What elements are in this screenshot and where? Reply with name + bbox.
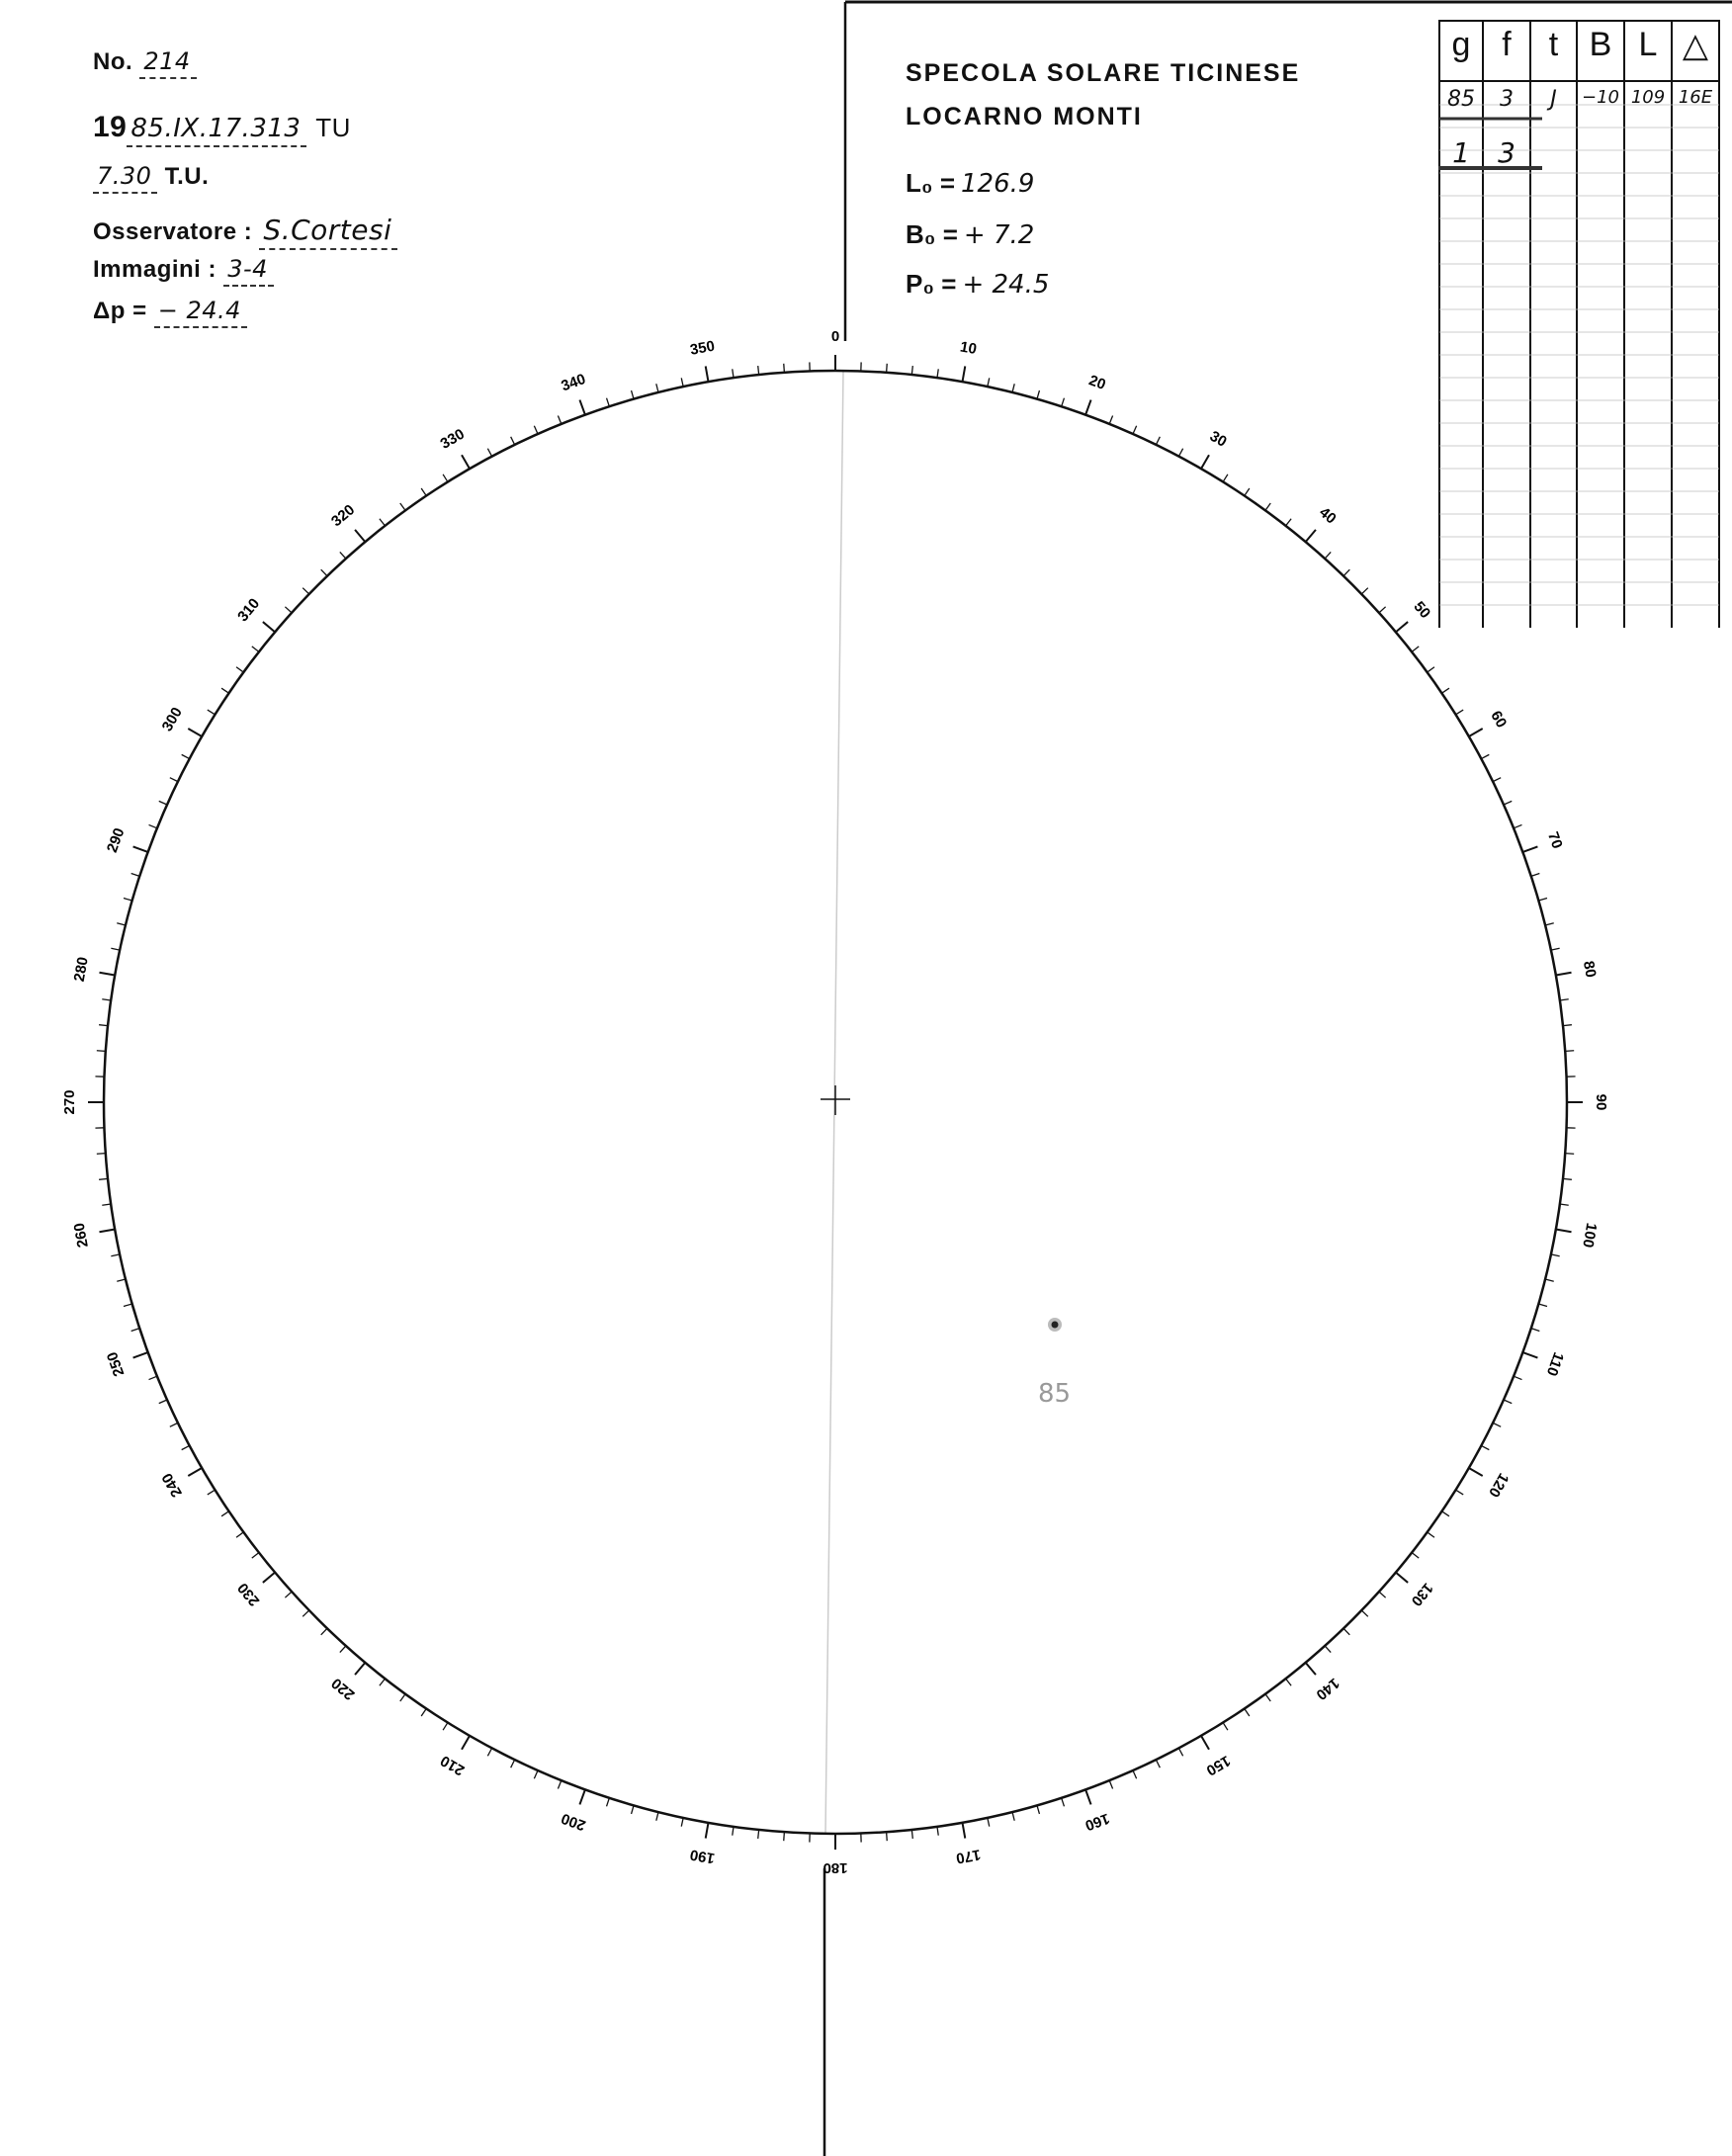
table-cell: J: [1550, 87, 1557, 112]
degree-tick: [1551, 948, 1560, 950]
degree-tick: [1178, 1748, 1182, 1756]
degree-tick: [263, 1573, 275, 1583]
degree-tick: [733, 1827, 734, 1836]
delta-p-value: − 24.4: [154, 297, 247, 328]
degree-label: 120: [1485, 1470, 1513, 1501]
degree-tick: [188, 1468, 202, 1476]
degree-tick: [99, 1178, 108, 1179]
images-label: Immagini :: [93, 256, 217, 283]
degree-tick: [656, 384, 658, 392]
images-value: 3-4: [223, 255, 274, 287]
degree-tick: [1531, 874, 1540, 877]
table-header-cell: f: [1502, 26, 1512, 63]
degree-tick: [607, 1798, 610, 1807]
degree-label: 170: [954, 1846, 983, 1867]
degree-tick: [1201, 455, 1209, 469]
degree-tick: [1565, 1154, 1574, 1155]
degree-tick: [1563, 1025, 1572, 1026]
degree-tick: [1306, 530, 1316, 542]
degree-tick: [1441, 688, 1448, 693]
degree-tick: [1560, 999, 1569, 1000]
degree-tick: [1538, 899, 1547, 901]
degree-tick: [1012, 1812, 1014, 1821]
degree-tick: [988, 378, 990, 387]
degree-tick: [188, 729, 202, 736]
degree-tick: [99, 973, 115, 976]
degree-tick: [1412, 647, 1419, 652]
degree-tick: [1493, 1423, 1501, 1426]
degree-tick: [1563, 1178, 1572, 1179]
degree-tick: [656, 1812, 658, 1821]
degree-tick: [1545, 923, 1554, 925]
degree-tick: [558, 416, 561, 424]
degree-tick: [170, 1423, 178, 1426]
degree-tick: [236, 1532, 243, 1537]
degree-tick: [263, 622, 275, 632]
degree-tick: [1085, 1789, 1090, 1804]
degree-tick: [1037, 390, 1039, 399]
degree-tick: [1412, 1553, 1419, 1559]
degree-tick: [1456, 710, 1464, 715]
degree-tick: [1156, 1760, 1160, 1768]
degree-tick: [911, 1830, 912, 1839]
degree-tick: [962, 1823, 965, 1839]
time-suffix: T.U.: [164, 163, 210, 190]
sunspot-umbra: [1052, 1322, 1059, 1329]
degree-tick: [340, 1646, 346, 1653]
degree-tick: [252, 1553, 259, 1559]
degree-tick: [208, 1490, 216, 1495]
degree-tick: [1133, 426, 1137, 434]
delta-p-label: Δp =: [93, 298, 147, 324]
degree-tick: [1428, 667, 1434, 672]
degree-tick: [1223, 474, 1228, 482]
degree-tick: [1361, 1610, 1367, 1616]
degree-label: 150: [1203, 1752, 1234, 1779]
table-cell: 109: [1630, 87, 1666, 108]
degree-tick: [99, 1229, 115, 1232]
degree-tick: [579, 400, 584, 415]
table-header-cell: g: [1451, 26, 1471, 63]
degree-tick: [1343, 1628, 1349, 1634]
param-B0-label: B₀ =: [906, 219, 958, 249]
degree-label: 30: [1206, 427, 1230, 451]
degree-label: 100: [1579, 1221, 1601, 1250]
degree-label: 110: [1542, 1349, 1567, 1379]
degree-tick: [784, 364, 785, 373]
degree-tick: [1343, 569, 1349, 575]
time-value: 7.30: [93, 162, 157, 194]
degree-label: 160: [1082, 1809, 1112, 1835]
degree-label: 80: [1579, 959, 1600, 980]
degree-tick: [208, 710, 216, 715]
degree-tick: [1441, 1511, 1448, 1516]
degree-tick: [937, 1827, 938, 1836]
degree-tick: [1428, 1532, 1434, 1537]
table-cell: 3: [1500, 87, 1514, 112]
sunspot-group-label: 85: [1038, 1379, 1072, 1409]
degree-tick: [1062, 1798, 1065, 1807]
degree-tick: [962, 366, 965, 382]
table-cell: 1: [1452, 136, 1470, 169]
degree-tick: [1085, 400, 1090, 415]
degree-tick: [1178, 449, 1182, 457]
observer-value: S.Cortesi: [259, 214, 397, 250]
observer-label: Osservatore :: [93, 218, 253, 245]
degree-label: 330: [437, 425, 468, 453]
degree-tick: [380, 519, 386, 526]
degree-tick: [124, 1304, 132, 1306]
degree-tick: [487, 1748, 491, 1756]
degree-tick: [1556, 1229, 1572, 1232]
degree-label: 140: [1312, 1674, 1342, 1703]
degree-tick: [1037, 1805, 1039, 1814]
table-header-cell: B: [1589, 26, 1612, 63]
degree-tick: [1396, 622, 1408, 632]
degree-tick: [1469, 1468, 1483, 1476]
degree-tick: [462, 455, 470, 469]
degree-tick: [1325, 552, 1331, 559]
degree-tick: [159, 1400, 167, 1404]
degree-tick: [1286, 519, 1292, 526]
degree-tick: [355, 1663, 365, 1675]
degree-tick: [487, 449, 491, 457]
degree-tick: [937, 369, 938, 378]
observatory-name: SPECOLA SOLARE TICINESE: [906, 59, 1301, 87]
degree-tick: [511, 437, 515, 445]
degree-label: 50: [1410, 598, 1434, 622]
degree-tick: [285, 607, 292, 613]
degree-tick: [706, 1823, 709, 1839]
degree-tick: [117, 1279, 126, 1281]
table-cell: 3: [1498, 136, 1516, 169]
degree-label: 350: [688, 337, 717, 359]
degree-tick: [1565, 1051, 1574, 1052]
degree-label: 90: [1593, 1093, 1610, 1111]
degree-tick: [221, 1511, 228, 1516]
degree-tick: [733, 369, 734, 378]
degree-label: 190: [688, 1846, 717, 1867]
degree-tick: [681, 378, 683, 387]
degree-tick: [131, 874, 140, 877]
param-L0-label: L₀ =: [906, 168, 956, 198]
degree-tick: [579, 1789, 584, 1804]
degree-tick: [1504, 801, 1512, 805]
degree-tick: [443, 1723, 448, 1731]
degree-tick: [99, 1025, 108, 1026]
degree-tick: [1361, 588, 1367, 594]
degree-tick: [221, 688, 228, 693]
degree-tick: [149, 1376, 157, 1379]
degree-tick: [97, 1154, 106, 1155]
degree-tick: [887, 1832, 888, 1841]
degree-tick: [285, 1592, 292, 1597]
degree-tick: [303, 1610, 308, 1616]
degree-label: 300: [158, 704, 186, 734]
param-L0-value: 126.9: [961, 169, 1035, 199]
degree-label: 70: [1543, 829, 1566, 851]
degree-tick: [182, 1445, 190, 1449]
degree-tick: [340, 552, 346, 559]
degree-tick: [102, 999, 111, 1000]
degree-tick: [1223, 1723, 1228, 1731]
degree-tick: [1556, 973, 1572, 976]
degree-tick: [102, 1204, 111, 1205]
degree-label: 60: [1487, 708, 1511, 732]
degree-tick: [1514, 824, 1521, 827]
degree-label: 340: [559, 370, 588, 395]
degree-tick: [1469, 729, 1483, 736]
central-meridian: [825, 371, 843, 1834]
degree-tick: [887, 364, 888, 373]
degree-tick: [1379, 1592, 1386, 1597]
record-number-value: 214: [139, 47, 196, 79]
param-P0-value: + 24.5: [962, 270, 1050, 300]
table-cell: 85: [1447, 87, 1475, 112]
degree-tick: [911, 366, 912, 375]
degree-tick: [443, 474, 448, 482]
degree-label: 210: [437, 1752, 468, 1779]
degree-tick: [1265, 1694, 1270, 1701]
degree-tick: [1514, 1376, 1521, 1379]
param-P0-label: P₀ =: [906, 269, 957, 299]
degree-tick: [1245, 488, 1250, 495]
degree-tick: [1062, 398, 1065, 407]
degree-tick: [1504, 1400, 1512, 1404]
degree-tick: [159, 801, 167, 805]
degree-tick: [1265, 503, 1270, 510]
degree-tick: [149, 824, 157, 827]
degree-tick: [462, 1736, 470, 1750]
degree-tick: [632, 1805, 634, 1814]
degree-label: 180: [823, 1859, 848, 1877]
spot-table-grid: [1438, 20, 1725, 633]
degree-tick: [131, 1329, 140, 1332]
degree-label: 200: [559, 1809, 588, 1835]
degree-tick: [1456, 1490, 1464, 1495]
degree-tick: [632, 390, 634, 399]
degree-tick: [607, 398, 610, 407]
date-suffix: TU: [315, 113, 351, 142]
degree-tick: [111, 948, 120, 950]
degree-tick: [170, 778, 178, 782]
degree-tick: [1481, 1445, 1489, 1449]
table-header-cell: L: [1638, 26, 1658, 63]
degree-tick: [182, 754, 190, 758]
degree-label: 20: [1086, 372, 1108, 394]
degree-tick: [1545, 1279, 1554, 1281]
record-number-label: No.: [93, 48, 133, 75]
degree-label: 290: [103, 825, 129, 855]
degree-tick: [1012, 384, 1014, 392]
degree-tick: [133, 1352, 148, 1357]
degree-tick: [1306, 1663, 1316, 1675]
degree-label: 310: [234, 595, 264, 626]
degree-label: 260: [70, 1221, 92, 1250]
param-B0-value: + 7.2: [963, 220, 1035, 250]
degree-label: 10: [958, 338, 979, 359]
degree-tick: [97, 1051, 106, 1052]
degree-tick: [758, 366, 759, 375]
table-cell: −10: [1582, 87, 1619, 108]
date-value: 85.IX.17.313: [127, 114, 306, 147]
degree-tick: [1379, 607, 1386, 613]
degree-label: 280: [70, 955, 92, 984]
degree-tick: [355, 530, 365, 542]
degree-tick: [1551, 1254, 1560, 1256]
degree-tick: [1560, 1204, 1569, 1205]
degree-tick: [1133, 1770, 1137, 1778]
degree-label: 130: [1407, 1579, 1436, 1609]
degree-label: 240: [158, 1470, 186, 1501]
degree-tick: [558, 1780, 561, 1788]
degree-label: 320: [328, 501, 359, 531]
date-prefix: 19: [93, 111, 128, 143]
degree-tick: [111, 1254, 120, 1256]
degree-tick: [784, 1832, 785, 1841]
degree-label: 0: [830, 327, 840, 345]
degree-tick: [1109, 1780, 1112, 1788]
degree-tick: [988, 1818, 990, 1827]
degree-tick: [1538, 1304, 1547, 1306]
degree-tick: [1245, 1708, 1250, 1715]
table-header-cell: △: [1682, 27, 1709, 64]
degree-label: 230: [234, 1579, 264, 1609]
degree-tick: [1156, 437, 1160, 445]
degree-tick: [236, 667, 243, 672]
degree-label: 40: [1316, 503, 1340, 528]
degree-tick: [706, 366, 709, 382]
degree-tick: [421, 1708, 426, 1715]
degree-tick: [1522, 1352, 1537, 1357]
degree-tick: [117, 923, 126, 925]
degree-tick: [758, 1830, 759, 1839]
degree-tick: [511, 1760, 515, 1768]
observatory-location: LOCARNO MONTI: [906, 103, 1143, 130]
degree-tick: [1396, 1573, 1408, 1583]
degree-label: 250: [103, 1349, 129, 1379]
degree-tick: [252, 647, 259, 652]
degree-tick: [380, 1679, 386, 1685]
table-header-cell: t: [1548, 26, 1559, 63]
degree-tick: [1493, 778, 1501, 782]
degree-tick: [1109, 416, 1112, 424]
degree-tick: [400, 503, 405, 510]
degree-tick: [400, 1694, 405, 1701]
degree-tick: [303, 588, 308, 594]
degree-tick: [421, 488, 426, 495]
table-cell: 16E: [1678, 87, 1713, 108]
degree-tick: [1286, 1679, 1292, 1685]
degree-tick: [1522, 846, 1537, 851]
degree-tick: [321, 1628, 327, 1634]
degree-label: 220: [328, 1674, 359, 1703]
degree-tick: [1201, 1736, 1209, 1750]
degree-tick: [1325, 1646, 1331, 1653]
degree-tick: [124, 899, 132, 901]
degree-tick: [1531, 1329, 1540, 1332]
degree-tick: [534, 1770, 538, 1778]
degree-tick: [534, 426, 538, 434]
degree-tick: [321, 569, 327, 575]
degree-tick: [681, 1818, 683, 1827]
degree-tick: [1481, 754, 1489, 758]
degree-tick: [133, 846, 148, 851]
degree-label: 270: [60, 1089, 78, 1115]
